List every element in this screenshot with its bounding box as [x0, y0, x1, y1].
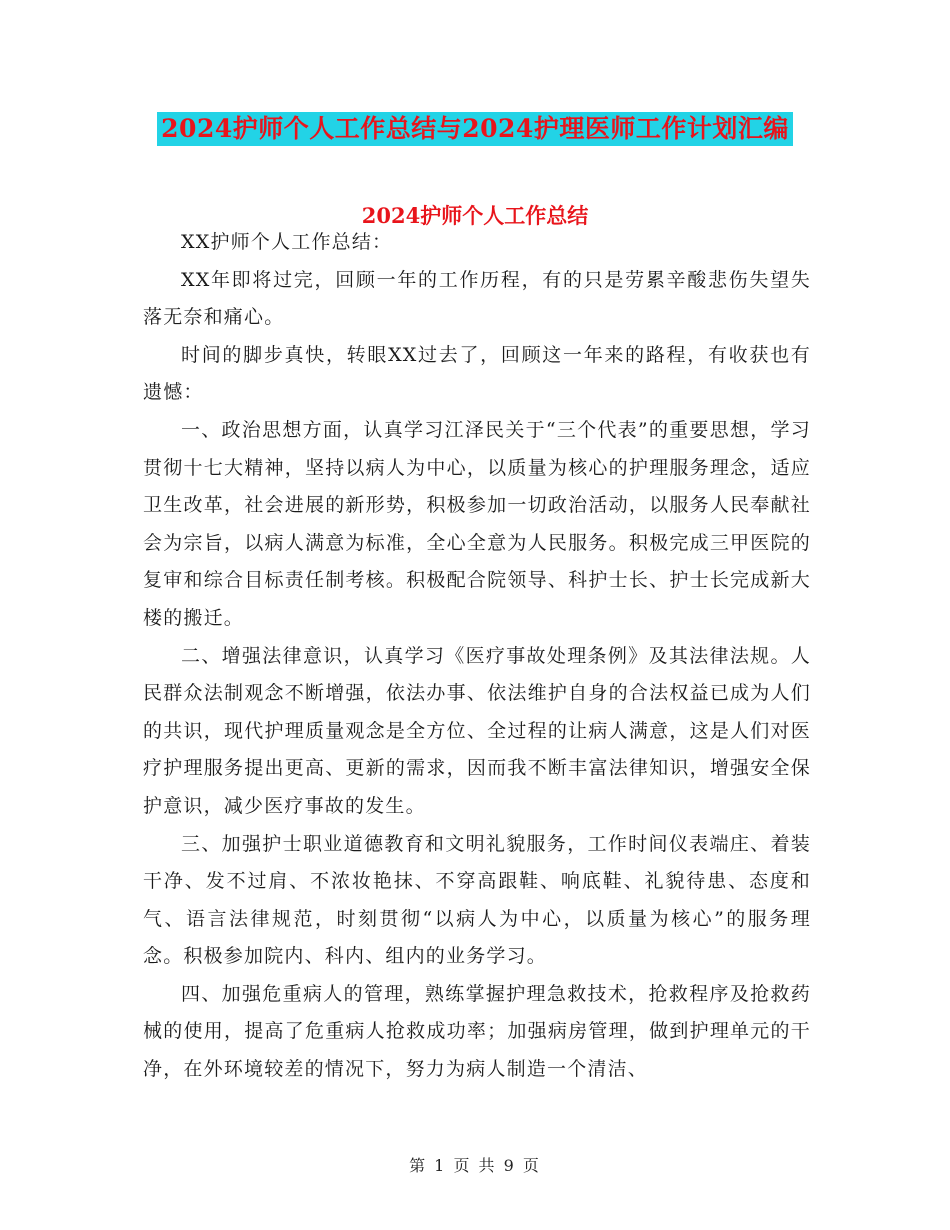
main-title-wrap — [0, 112, 950, 146]
paragraph: XX护师个人工作总结： — [181, 231, 393, 253]
section-title: 2024护师个人工作总结 — [361, 203, 589, 228]
paragraph: 二、增强法律意识，认真学习《医疗事故处理条例》及其法律法规。人民群众法制观念不断增强，依法办事、依法维护自身的合法权益已成为人们的共识，现代护理质量观念是全方位、全过程的让病人满意，这是人们对医疗护理服务提出更高、更新的需求，因而我不断丰富法律知识，增强安全保护意识，减少医疗事故的发生。 — [143, 644, 811, 817]
body-text — [143, 224, 811, 1089]
paragraph: 三、加强护士职业道德教育和文明礼貌服务，工作时间仪表端庄、着装干净、发不过肩、不浓妆艳抹、不穿高跟鞋、响底鞋、礼貌待患、态度和气、语言法律规范，时刻贯彻“以病人为中心，以质量为核心”的服务理念。积极参加院内、科内、组内的业务学习。 — [143, 832, 811, 968]
paragraph: 时间的脚步真快，转眼XX过去了，回顾这一年来的路程，有收获也有遗憾： — [143, 343, 811, 404]
paragraph: XX年即将过完，回顾一年的工作历程，有的只是劳累辛酸悲伤失望失落无奈和痛心。 — [143, 268, 811, 329]
main-title: 2024护师个人工作总结与2024护理医师工作计划汇编 — [157, 112, 793, 146]
paragraph: 四、加强危重病人的管理，熟练掌握护理急救技术，抢救程序及抢救药械的使用，提高了危重病人抢救成功率；加强病房管理，做到护理单元的干净，在外环境较差的情况下，努力为病人制造一个清洁、 — [143, 982, 811, 1081]
page-footer: 第 1 页 共 9 页 — [409, 1156, 541, 1175]
paragraph: 一、政治思想方面，认真学习江泽民关于“三个代表”的重要思想，学习贯彻十七大精神，坚持以病人为中心，以质量为核心的护理服务理念，适应卫生改革，社会进展的新形势，积极参加一切政治活动，以服务人民奉献社会为宗旨，以病人满意为标准，全心全意为人民服务。积极完成三甲医院的复审和综合目标责任制考核。积极配合院领导、科护士长、护士长完成新大楼的搬迁。 — [143, 418, 811, 629]
